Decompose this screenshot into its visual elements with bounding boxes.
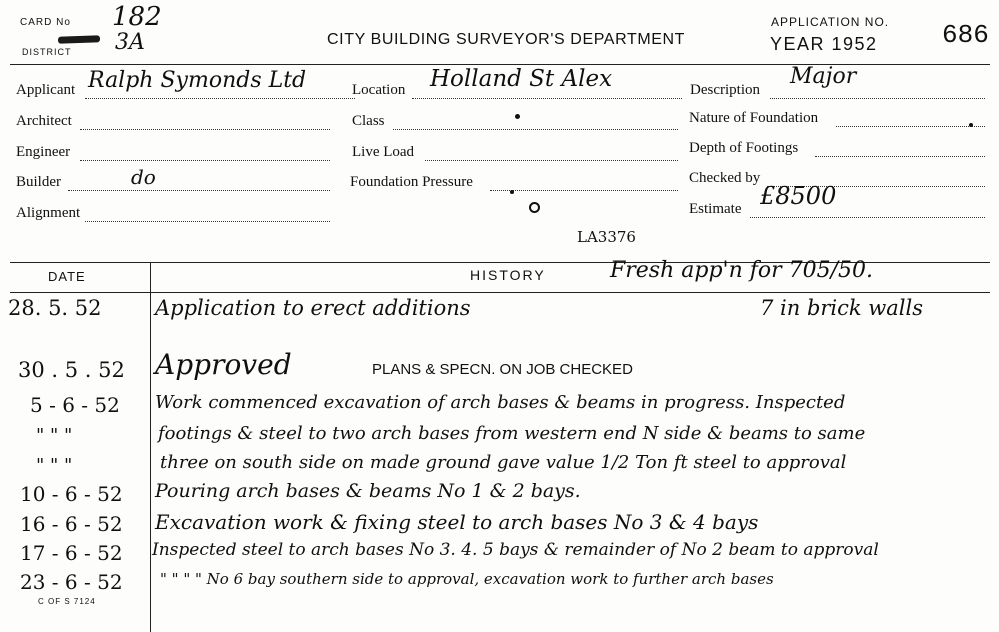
entry-5-date: " " ": [36, 455, 73, 476]
description-label: Description: [690, 82, 760, 98]
application-no-value: 686: [942, 20, 989, 50]
district-scribble: [58, 35, 100, 43]
history-header: HISTORY: [470, 267, 546, 283]
reference-number: LA3376: [577, 228, 636, 246]
history-note: Fresh app'n for 705/50.: [610, 258, 874, 283]
foundation-pressure-label: Foundation Pressure: [350, 174, 473, 190]
entry-2-text: Approved: [155, 348, 292, 381]
plans-checked-stamp: PLANS & SPECN. ON JOB CHECKED: [372, 361, 633, 378]
entry-9-date: 23 - 6 - 52: [20, 570, 123, 594]
engineer-label: Engineer: [16, 144, 71, 160]
entry-4-date: " " ": [36, 425, 73, 446]
depth-of-footings-label: Depth of Footings: [689, 140, 799, 156]
history-header-rule: [10, 292, 990, 293]
entry-3-date: 5 - 6 - 52: [30, 393, 120, 417]
entry-4-text: footings & steel to two arch bases from western end N side & beams to same: [158, 423, 866, 444]
entry-7-date: 16 - 6 - 52: [20, 512, 123, 536]
applicant-label: Applicant: [16, 82, 76, 98]
estimate-label: Estimate: [689, 201, 742, 217]
entry-9-text: " " " " No 6 bay southern side to approval, excavation work to further arch bases: [160, 570, 774, 588]
estimate-value: £8500: [760, 182, 837, 210]
live-load-label: Live Load: [352, 144, 415, 160]
form-code: C OF S 7124: [38, 597, 96, 606]
location-value: Holland St Alex: [430, 66, 613, 92]
card-no-label: CARD No: [20, 17, 71, 28]
entry-3-text: Work commenced excavation of arch bases & beams in progress. Inspected: [155, 392, 846, 413]
application-no-label: APPLICATION NO.: [771, 15, 890, 29]
entry-7-text: Excavation work & fixing steel to arch bases No 3 & 4 bays: [155, 510, 759, 534]
checked-by-label: Checked by: [689, 170, 761, 186]
date-column-divider: [150, 262, 151, 632]
description-value: Major: [790, 64, 857, 89]
builder-value: do: [131, 165, 156, 189]
entry-8-date: 17 - 6 - 52: [20, 541, 123, 565]
year-label: YEAR 1952: [770, 34, 878, 54]
department-title: CITY BUILDING SURVEYOR'S DEPARTMENT: [327, 31, 686, 48]
entry-6-text: Pouring arch bases & beams No 1 & 2 bays.: [155, 480, 581, 502]
entry-1-text: Application to erect additions: [155, 296, 471, 320]
entry-1-text-2: 7 in brick walls: [760, 296, 924, 320]
entry-6-date: 10 - 6 - 52: [20, 482, 123, 506]
applicant-value: Ralph Symonds Ltd: [88, 68, 307, 93]
alignment-label: Alignment: [16, 205, 81, 221]
date-header: DATE: [48, 269, 86, 284]
location-label: Location: [352, 82, 406, 98]
class-label: Class: [352, 113, 385, 129]
card-no-value: 182: [112, 2, 162, 32]
entry-2-date: 30 . 5 . 52: [18, 358, 125, 382]
district-label: DISTRICT: [22, 47, 72, 57]
builder-label: Builder: [16, 174, 61, 190]
district-value: 3A: [115, 30, 145, 55]
architect-label: Architect: [16, 113, 72, 129]
nature-of-foundation-label: Nature of Foundation: [689, 110, 819, 126]
entry-1-date: 28. 5. 52: [8, 296, 102, 320]
entry-8-text: Inspected steel to arch bases No 3. 4. 5 bays & remainder of No 2 beam to approval: [152, 540, 879, 560]
entry-5-text: three on south side on made ground gave value 1/2 Ton ft steel to approval: [160, 452, 847, 473]
